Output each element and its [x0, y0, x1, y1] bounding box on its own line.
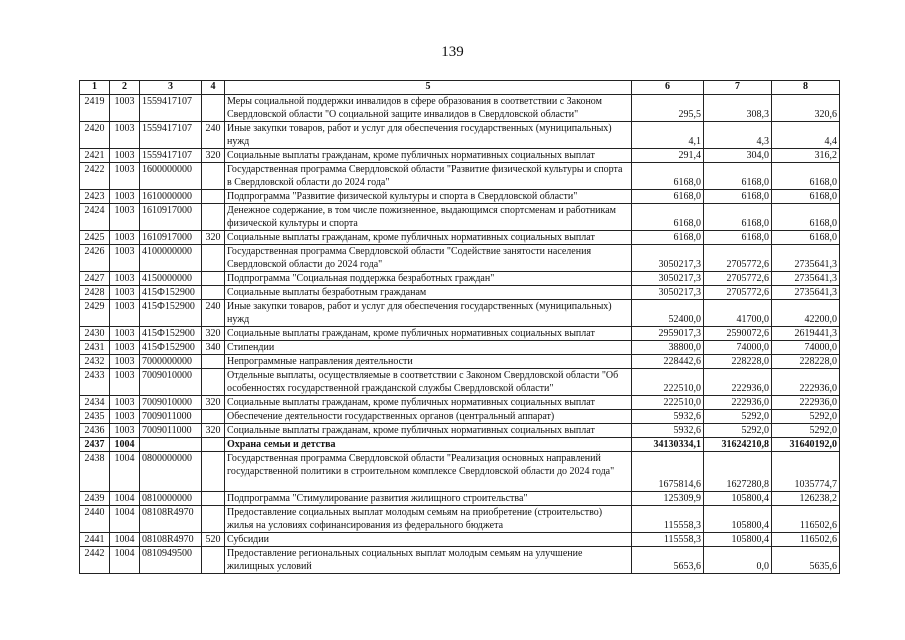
- section-code-cell: 1003: [110, 396, 140, 410]
- amount-col7-cell: 105800,4: [704, 506, 772, 533]
- expense-type-cell: 520: [202, 533, 225, 547]
- section-code-cell: 1003: [110, 95, 140, 122]
- section-code-cell: 1003: [110, 163, 140, 190]
- amount-col7-cell: 105800,4: [704, 492, 772, 506]
- amount-col6-cell: 2959017,3: [632, 327, 704, 341]
- section-code-cell: 1003: [110, 272, 140, 286]
- item-name-cell: Обеспечение деятельности государственных органов (центральный аппарат): [225, 410, 632, 424]
- amount-col8-cell: 6168,0: [772, 163, 840, 190]
- target-article-cell: 7009010000: [140, 396, 202, 410]
- row-number-cell: 2430: [80, 327, 110, 341]
- expense-type-cell: 320: [202, 327, 225, 341]
- amount-col6-cell: 6168,0: [632, 231, 704, 245]
- amount-col6-cell: 38800,0: [632, 341, 704, 355]
- budget-table: [79, 80, 840, 574]
- table-row: [80, 95, 840, 122]
- expense-type-cell: [202, 547, 225, 574]
- column-header: 7: [704, 81, 772, 95]
- row-number-cell: 2429: [80, 300, 110, 327]
- item-name-cell: Денежное содержание, в том числе пожизненное, выдающимся спортсменам и работникам физической культуры и спорта: [225, 204, 632, 231]
- expense-type-cell: 240: [202, 300, 225, 327]
- amount-col7-cell: 105800,4: [704, 533, 772, 547]
- amount-col7-cell: 228228,0: [704, 355, 772, 369]
- expense-type-cell: [202, 369, 225, 396]
- expense-type-cell: [202, 163, 225, 190]
- row-number-cell: 2440: [80, 506, 110, 533]
- amount-col7-cell: 6168,0: [704, 190, 772, 204]
- amount-col6-cell: 5932,6: [632, 410, 704, 424]
- item-name-cell: Социальные выплаты гражданам, кроме публичных нормативных социальных выплат: [225, 396, 632, 410]
- target-article-cell: 7009010000: [140, 369, 202, 396]
- expense-type-cell: 340: [202, 341, 225, 355]
- amount-col7-cell: 2590072,6: [704, 327, 772, 341]
- amount-col6-cell: 3050217,3: [632, 245, 704, 272]
- table-row: [80, 533, 840, 547]
- row-number-cell: 2420: [80, 122, 110, 149]
- target-article-cell: 1610917000: [140, 204, 202, 231]
- table-row: [80, 190, 840, 204]
- amount-col6-cell: 6168,0: [632, 204, 704, 231]
- row-number-cell: 2422: [80, 163, 110, 190]
- row-number-cell: 2427: [80, 272, 110, 286]
- target-article-cell: 415Ф152900: [140, 327, 202, 341]
- item-name-cell: Социальные выплаты гражданам, кроме публичных нормативных социальных выплат: [225, 149, 632, 163]
- table-row: [80, 424, 840, 438]
- item-name-cell: Государственная программа Свердловской области "Реализация основных направлений государственной политики в строительном комплексе Свердловской области до 2024 года": [225, 452, 632, 492]
- section-code-cell: 1003: [110, 149, 140, 163]
- amount-col8-cell: 228228,0: [772, 355, 840, 369]
- item-name-cell: Субсидии: [225, 533, 632, 547]
- target-article-cell: 7009011000: [140, 410, 202, 424]
- table-row: [80, 438, 840, 452]
- amount-col7-cell: 2705772,6: [704, 272, 772, 286]
- expense-type-cell: [202, 438, 225, 452]
- amount-col8-cell: 4,4: [772, 122, 840, 149]
- amount-col7-cell: 0,0: [704, 547, 772, 574]
- target-article-cell: 0810949500: [140, 547, 202, 574]
- amount-col8-cell: 74000,0: [772, 341, 840, 355]
- amount-col6-cell: 1675814,6: [632, 452, 704, 492]
- amount-col8-cell: 6168,0: [772, 231, 840, 245]
- target-article-cell: 4150000000: [140, 272, 202, 286]
- target-article-cell: 7009011000: [140, 424, 202, 438]
- amount-col6-cell: 222510,0: [632, 396, 704, 410]
- expense-type-cell: [202, 204, 225, 231]
- amount-col8-cell: 2735641,3: [772, 245, 840, 272]
- section-code-cell: 1004: [110, 438, 140, 452]
- row-number-cell: 2428: [80, 286, 110, 300]
- amount-col7-cell: 222936,0: [704, 369, 772, 396]
- table-row: [80, 204, 840, 231]
- table-row: [80, 396, 840, 410]
- amount-col8-cell: 320,6: [772, 95, 840, 122]
- section-code-cell: 1003: [110, 286, 140, 300]
- row-number-cell: 2436: [80, 424, 110, 438]
- item-name-cell: Социальные выплаты безработным гражданам: [225, 286, 632, 300]
- amount-col7-cell: 6168,0: [704, 163, 772, 190]
- section-code-cell: 1003: [110, 190, 140, 204]
- section-code-cell: 1003: [110, 369, 140, 396]
- target-article-cell: 1610917000: [140, 231, 202, 245]
- amount-col8-cell: 116502,6: [772, 506, 840, 533]
- table-row: [80, 163, 840, 190]
- row-number-cell: 2439: [80, 492, 110, 506]
- section-code-cell: 1003: [110, 327, 140, 341]
- amount-col6-cell: 4,1: [632, 122, 704, 149]
- target-article-cell: 415Ф152900: [140, 286, 202, 300]
- target-article-cell: 08108R4970: [140, 506, 202, 533]
- item-name-cell: Иные закупки товаров, работ и услуг для обеспечения государственных (муниципальных) нужд: [225, 300, 632, 327]
- amount-col6-cell: 5932,6: [632, 424, 704, 438]
- expense-type-cell: [202, 95, 225, 122]
- target-article-cell: 08108R4970: [140, 533, 202, 547]
- amount-col6-cell: 6168,0: [632, 163, 704, 190]
- amount-col6-cell: 291,4: [632, 149, 704, 163]
- row-number-cell: 2435: [80, 410, 110, 424]
- amount-col8-cell: 2735641,3: [772, 272, 840, 286]
- expense-type-cell: 320: [202, 231, 225, 245]
- target-article-cell: 1559417107: [140, 122, 202, 149]
- amount-col8-cell: 1035774,7: [772, 452, 840, 492]
- section-code-cell: 1003: [110, 341, 140, 355]
- table-row: [80, 355, 840, 369]
- row-number-cell: 2419: [80, 95, 110, 122]
- target-article-cell: 7000000000: [140, 355, 202, 369]
- amount-col6-cell: 6168,0: [632, 190, 704, 204]
- target-article-cell: 1559417107: [140, 149, 202, 163]
- amount-col6-cell: 52400,0: [632, 300, 704, 327]
- item-name-cell: Подпрограмма "Стимулирование развития жилищного строительства": [225, 492, 632, 506]
- amount-col8-cell: 2735641,3: [772, 286, 840, 300]
- row-number-cell: 2432: [80, 355, 110, 369]
- item-name-cell: Подпрограмма "Социальная поддержка безработных граждан": [225, 272, 632, 286]
- section-code-cell: 1004: [110, 452, 140, 492]
- target-article-cell: 1600000000: [140, 163, 202, 190]
- item-name-cell: Социальные выплаты гражданам, кроме публичных нормативных социальных выплат: [225, 424, 632, 438]
- section-code-cell: 1004: [110, 533, 140, 547]
- amount-col8-cell: 5292,0: [772, 424, 840, 438]
- table-row: [80, 245, 840, 272]
- column-header: 3: [140, 81, 202, 95]
- amount-col7-cell: 308,3: [704, 95, 772, 122]
- item-name-cell: Непрограммные направления деятельности: [225, 355, 632, 369]
- amount-col6-cell: 34130334,1: [632, 438, 704, 452]
- table-row: [80, 369, 840, 396]
- section-code-cell: 1003: [110, 300, 140, 327]
- amount-col6-cell: 3050217,3: [632, 286, 704, 300]
- row-number-cell: 2421: [80, 149, 110, 163]
- table-row: [80, 300, 840, 327]
- amount-col6-cell: 222510,0: [632, 369, 704, 396]
- item-name-cell: Меры социальной поддержки инвалидов в сфере образования в соответствии с Законом Свердловской области "О социальной защите инвалидов в Свердловской области": [225, 95, 632, 122]
- row-number-cell: 2437: [80, 438, 110, 452]
- section-code-cell: 1003: [110, 424, 140, 438]
- table-body: [80, 95, 840, 574]
- section-code-cell: 1003: [110, 410, 140, 424]
- expense-type-cell: [202, 245, 225, 272]
- amount-col6-cell: 115558,3: [632, 533, 704, 547]
- target-article-cell: 1610000000: [140, 190, 202, 204]
- table-row: [80, 149, 840, 163]
- amount-col7-cell: 4,3: [704, 122, 772, 149]
- amount-col6-cell: 3050217,3: [632, 272, 704, 286]
- item-name-cell: Подпрограмма "Развитие физической культуры и спорта в Свердловской области": [225, 190, 632, 204]
- amount-col7-cell: 6168,0: [704, 204, 772, 231]
- section-code-cell: 1003: [110, 245, 140, 272]
- expense-type-cell: [202, 492, 225, 506]
- amount-col7-cell: 222936,0: [704, 396, 772, 410]
- row-number-cell: 2424: [80, 204, 110, 231]
- amount-col8-cell: 6168,0: [772, 204, 840, 231]
- item-name-cell: Отдельные выплаты, осуществляемые в соответствии с Законом Свердловской области "Об особенностях государственной гражданской службы Свердловской области": [225, 369, 632, 396]
- amount-col8-cell: 5635,6: [772, 547, 840, 574]
- amount-col7-cell: 74000,0: [704, 341, 772, 355]
- expense-type-cell: [202, 452, 225, 492]
- section-code-cell: 1004: [110, 547, 140, 574]
- table-row: [80, 410, 840, 424]
- item-name-cell: Социальные выплаты гражданам, кроме публичных нормативных социальных выплат: [225, 327, 632, 341]
- target-article-cell: 415Ф152900: [140, 300, 202, 327]
- table-row: [80, 122, 840, 149]
- amount-col8-cell: 2619441,3: [772, 327, 840, 341]
- amount-col8-cell: 222936,0: [772, 396, 840, 410]
- expense-type-cell: [202, 506, 225, 533]
- expense-type-cell: [202, 272, 225, 286]
- expense-type-cell: [202, 190, 225, 204]
- target-article-cell: [140, 438, 202, 452]
- amount-col8-cell: 222936,0: [772, 369, 840, 396]
- item-name-cell: Государственная программа Свердловской области "Развитие физической культуры и спорта в Свердловской области до 2024 года": [225, 163, 632, 190]
- target-article-cell: 0800000000: [140, 452, 202, 492]
- amount-col8-cell: 316,2: [772, 149, 840, 163]
- section-code-cell: 1003: [110, 204, 140, 231]
- amount-col7-cell: 1627280,8: [704, 452, 772, 492]
- table-row: [80, 452, 840, 492]
- column-header: 8: [772, 81, 840, 95]
- target-article-cell: 415Ф152900: [140, 341, 202, 355]
- expense-type-cell: 320: [202, 396, 225, 410]
- row-number-cell: 2431: [80, 341, 110, 355]
- table-row: [80, 492, 840, 506]
- target-article-cell: 4100000000: [140, 245, 202, 272]
- table-row: [80, 341, 840, 355]
- item-name-cell: Предоставление социальных выплат молодым семьям на приобретение (строительство) жилья на условиях софинансирования из федерального бюджета: [225, 506, 632, 533]
- row-number-cell: 2433: [80, 369, 110, 396]
- expense-type-cell: 240: [202, 122, 225, 149]
- table-row: [80, 286, 840, 300]
- amount-col6-cell: 115558,3: [632, 506, 704, 533]
- amount-col8-cell: 116502,6: [772, 533, 840, 547]
- expense-type-cell: 320: [202, 149, 225, 163]
- section-code-cell: 1003: [110, 231, 140, 245]
- item-name-cell: Стипендии: [225, 341, 632, 355]
- row-number-cell: 2441: [80, 533, 110, 547]
- column-header: 2: [110, 81, 140, 95]
- row-number-cell: 2423: [80, 190, 110, 204]
- page-number: 139: [441, 44, 464, 60]
- row-number-cell: 2426: [80, 245, 110, 272]
- table-row: [80, 327, 840, 341]
- row-number-cell: 2434: [80, 396, 110, 410]
- amount-col7-cell: 31624210,8: [704, 438, 772, 452]
- table-row: [80, 272, 840, 286]
- column-header: 5: [225, 81, 632, 95]
- amount-col7-cell: 6168,0: [704, 231, 772, 245]
- amount-col8-cell: 5292,0: [772, 410, 840, 424]
- section-code-cell: 1004: [110, 492, 140, 506]
- expense-type-cell: [202, 355, 225, 369]
- row-number-cell: 2442: [80, 547, 110, 574]
- table-row: [80, 231, 840, 245]
- amount-col6-cell: 125309,9: [632, 492, 704, 506]
- expense-type-cell: [202, 410, 225, 424]
- table-row: [80, 506, 840, 533]
- header-row: [80, 81, 840, 95]
- amount-col7-cell: 5292,0: [704, 424, 772, 438]
- amount-col6-cell: 295,5: [632, 95, 704, 122]
- item-name-cell: Охрана семьи и детства: [225, 438, 632, 452]
- item-name-cell: Иные закупки товаров, работ и услуг для обеспечения государственных (муниципальных) нужд: [225, 122, 632, 149]
- section-code-cell: 1003: [110, 355, 140, 369]
- expense-type-cell: [202, 286, 225, 300]
- amount-col8-cell: 42200,0: [772, 300, 840, 327]
- amount-col7-cell: 304,0: [704, 149, 772, 163]
- amount-col7-cell: 41700,0: [704, 300, 772, 327]
- amount-col6-cell: 228442,6: [632, 355, 704, 369]
- amount-col7-cell: 5292,0: [704, 410, 772, 424]
- expense-type-cell: 320: [202, 424, 225, 438]
- amount-col8-cell: 126238,2: [772, 492, 840, 506]
- column-header: 1: [80, 81, 110, 95]
- amount-col8-cell: 31640192,0: [772, 438, 840, 452]
- item-name-cell: Государственная программа Свердловской области "Содействие занятости населения Свердловской области до 2024 года": [225, 245, 632, 272]
- amount-col7-cell: 2705772,6: [704, 286, 772, 300]
- item-name-cell: Предоставление региональных социальных выплат молодым семьям на улучшение жилищных условий: [225, 547, 632, 574]
- section-code-cell: 1003: [110, 122, 140, 149]
- section-code-cell: 1004: [110, 506, 140, 533]
- column-header: 4: [202, 81, 225, 95]
- row-number-cell: 2438: [80, 452, 110, 492]
- amount-col7-cell: 2705772,6: [704, 245, 772, 272]
- item-name-cell: Социальные выплаты гражданам, кроме публичных нормативных социальных выплат: [225, 231, 632, 245]
- target-article-cell: 1559417107: [140, 95, 202, 122]
- amount-col6-cell: 5653,6: [632, 547, 704, 574]
- target-article-cell: 0810000000: [140, 492, 202, 506]
- amount-col8-cell: 6168,0: [772, 190, 840, 204]
- column-header: 6: [632, 81, 704, 95]
- table-row: [80, 547, 840, 574]
- row-number-cell: 2425: [80, 231, 110, 245]
